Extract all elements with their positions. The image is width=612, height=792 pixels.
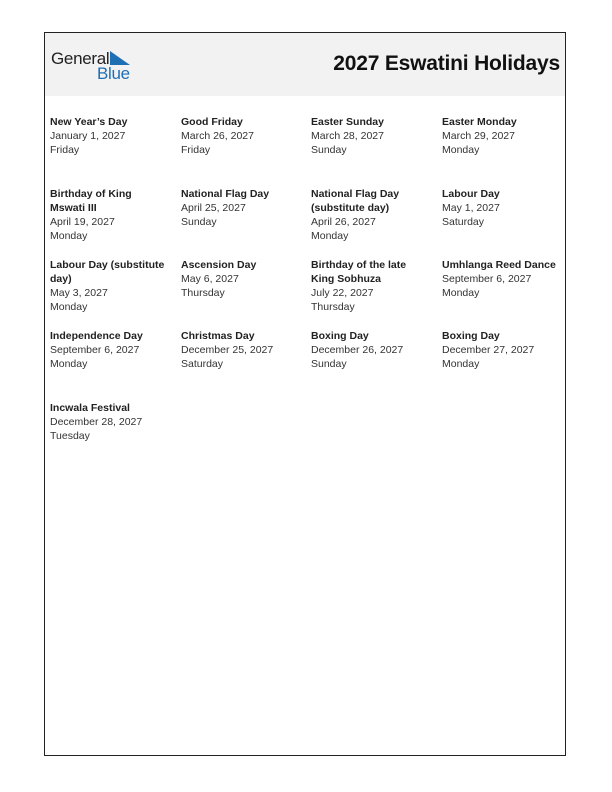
holiday-name: Ascension Day (181, 259, 257, 271)
holiday-date: March 29, 2027 (442, 130, 515, 142)
holiday-item (442, 187, 558, 229)
holiday-date: December 28, 2027 (50, 416, 143, 428)
holiday-date: July 22, 2027 (311, 287, 374, 299)
holiday-name: Good Friday (181, 116, 243, 128)
holiday-item (50, 115, 166, 157)
holiday-item (50, 187, 166, 243)
holiday-name: Independence Day (50, 330, 143, 342)
holiday-weekday: Monday (50, 230, 88, 242)
holiday-item (181, 187, 297, 229)
holiday-name: Birthday of King Mswati III (50, 188, 132, 214)
holiday-date: December 26, 2027 (311, 344, 404, 356)
holiday-date: May 6, 2027 (181, 273, 239, 285)
holiday-date: April 19, 2027 (50, 216, 115, 228)
holiday-weekday: Monday (50, 301, 88, 313)
logo-blue-text: Blue (97, 64, 130, 83)
holiday-weekday: Tuesday (50, 430, 90, 442)
holiday-name: New Year’s Day (50, 116, 128, 128)
holiday-date: December 27, 2027 (442, 344, 535, 356)
holiday-weekday: Friday (181, 144, 211, 156)
holiday-weekday: Monday (442, 358, 480, 370)
holiday-weekday: Monday (311, 230, 349, 242)
holiday-item (442, 258, 558, 300)
holiday-weekday: Thursday (311, 301, 355, 313)
holiday-item (50, 258, 166, 314)
holiday-item (50, 401, 166, 443)
header (45, 33, 565, 96)
holiday-date: September 6, 2027 (50, 344, 140, 356)
holiday-date: April 26, 2027 (311, 216, 376, 228)
holiday-name: Easter Monday (442, 116, 517, 128)
holiday-name: National Flag Day (substitute day) (311, 188, 400, 214)
holiday-name: National Flag Day (181, 188, 270, 200)
holiday-date: May 1, 2027 (442, 202, 500, 214)
holiday-item (311, 115, 427, 157)
holiday-weekday: Monday (50, 358, 88, 370)
holiday-date: April 25, 2027 (181, 202, 246, 214)
holiday-date: December 25, 2027 (181, 344, 274, 356)
holiday-weekday: Saturday (181, 358, 224, 370)
holiday-name: Incwala Festival (50, 402, 130, 414)
holiday-date: May 3, 2027 (50, 287, 108, 299)
holiday-name: Boxing Day (442, 330, 500, 342)
holiday-name: Easter Sunday (311, 116, 384, 128)
holiday-name: Boxing Day (311, 330, 369, 342)
holiday-name: Labour Day (442, 188, 500, 200)
holiday-weekday: Monday (442, 287, 480, 299)
holiday-date: March 28, 2027 (311, 130, 384, 142)
holiday-date: March 26, 2027 (181, 130, 254, 142)
holiday-weekday: Saturday (442, 216, 485, 228)
holiday-item (311, 258, 427, 314)
holiday-name: Christmas Day (181, 330, 255, 342)
page-frame (44, 32, 566, 756)
page-title: 2027 Eswatini Holidays (333, 52, 560, 75)
holiday-item (181, 329, 297, 371)
holiday-weekday: Sunday (311, 358, 347, 370)
holiday-date: January 1, 2027 (50, 130, 126, 142)
holiday-item (442, 115, 558, 157)
holiday-date: September 6, 2027 (442, 273, 532, 285)
holiday-name: Birthday of the late King Sobhuza (311, 259, 407, 285)
holiday-weekday: Sunday (181, 216, 217, 228)
holiday-weekday: Friday (50, 144, 80, 156)
holiday-item (181, 115, 297, 157)
holiday-item (50, 329, 166, 371)
logo-general-text: General (51, 49, 110, 68)
holiday-item (181, 258, 297, 300)
holiday-item (311, 329, 427, 371)
holiday-name: Umhlanga Reed Dance (442, 259, 556, 271)
holiday-weekday: Sunday (311, 144, 347, 156)
holiday-item (311, 187, 427, 243)
holiday-item (442, 329, 558, 371)
holiday-weekday: Thursday (181, 287, 225, 299)
logo (51, 47, 141, 83)
holiday-name: Labour Day (substitute day) (50, 259, 165, 285)
holiday-weekday: Monday (442, 144, 480, 156)
logo-triangle-icon (110, 51, 130, 65)
